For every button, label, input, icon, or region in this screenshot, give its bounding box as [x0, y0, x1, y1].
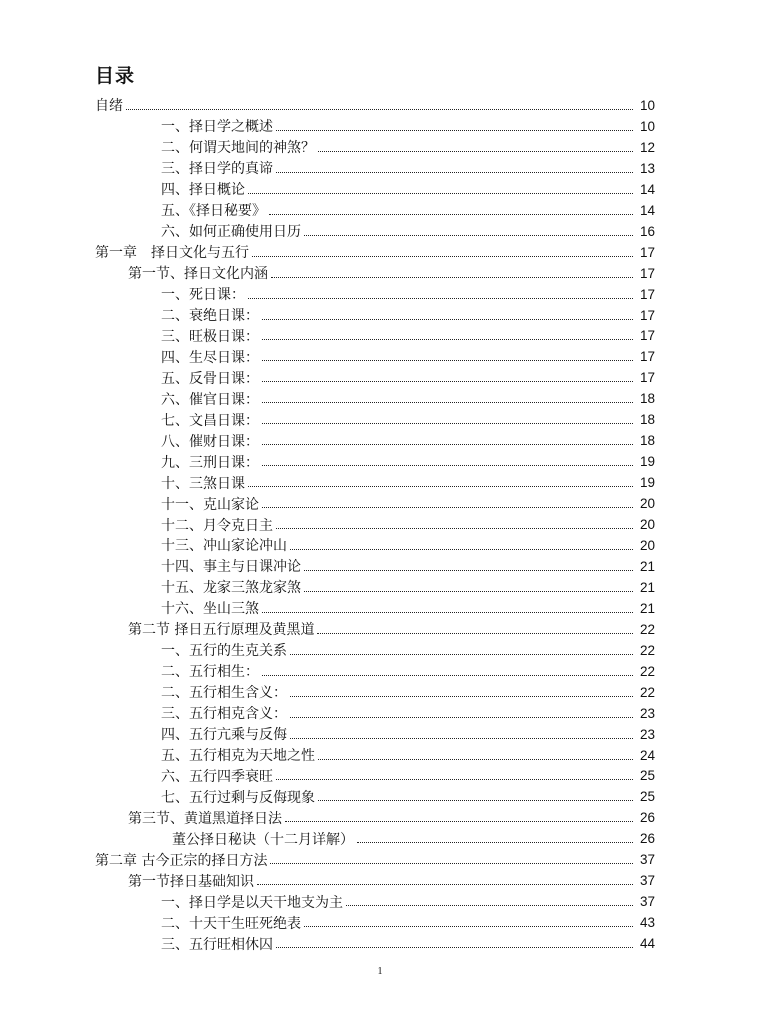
toc-entry-label: 四、择日概论: [161, 182, 245, 199]
toc-dot-leader: [126, 109, 633, 110]
toc-entry-label: 董公择日秘诀（十二月详解）: [172, 831, 354, 848]
toc-dot-leader: [248, 193, 633, 194]
toc-entry-label: 第二章 古今正宗的择日方法: [95, 852, 268, 869]
page-title: 目录: [95, 65, 136, 87]
toc-entry-page: 19: [639, 475, 655, 491]
toc-entry-label: 第一章 择日文化与五行: [95, 245, 249, 262]
toc-entry-page: 18: [639, 391, 655, 407]
toc-entry-page: 22: [639, 684, 655, 700]
toc-dot-leader: [262, 402, 633, 403]
toc-entry-page: 17: [639, 286, 655, 302]
toc-entry[interactable]: [0, 472, 762, 493]
toc-entry-label: 第一节择日基础知识: [128, 873, 254, 890]
toc-entry-page: 23: [639, 726, 655, 742]
table-of-contents: [0, 95, 762, 954]
toc-entry-label: 八、催财日课：: [161, 433, 259, 450]
toc-dot-leader: [262, 675, 633, 676]
toc-entry-label: 二、衰绝日课：: [161, 308, 259, 324]
toc-entry[interactable]: [0, 745, 762, 766]
toc-dot-leader: [262, 612, 633, 613]
toc-entry-page: 16: [639, 223, 655, 239]
toc-entry[interactable]: [0, 912, 762, 933]
toc-entry-label: 十六、坐山三煞: [161, 601, 259, 618]
toc-entry-label: 十一、克山家论: [161, 496, 259, 513]
toc-entry-label: 五、五行相克为天地之性: [161, 748, 315, 765]
toc-entry-label: 第一节、择日文化内涵: [128, 266, 268, 283]
toc-entry[interactable]: [0, 346, 762, 367]
toc-dot-leader: [304, 591, 633, 592]
toc-entry-page: 25: [639, 768, 655, 784]
toc-entry-page: 44: [639, 936, 655, 952]
toc-entry[interactable]: [0, 933, 762, 954]
toc-entry[interactable]: [0, 158, 762, 179]
toc-entry-label: 十五、龙家三煞龙家煞: [161, 580, 301, 597]
toc-entry-label: 五、反骨日课：: [161, 370, 259, 387]
toc-dot-leader: [346, 905, 633, 906]
toc-entry-label: 六、五行四季衰旺: [161, 768, 273, 785]
toc-dot-leader: [262, 444, 633, 445]
toc-entry-label: 十、三煞日课: [161, 475, 245, 492]
toc-entry-label: 三、旺极日课：: [161, 328, 259, 345]
toc-entry-page: 20: [639, 517, 655, 533]
toc-entry-page: 10: [639, 118, 655, 134]
toc-dot-leader: [269, 214, 633, 215]
toc-dot-leader: [262, 381, 633, 382]
toc-entry-page: 20: [639, 537, 655, 553]
toc-entry[interactable]: [0, 828, 762, 849]
toc-entry-page: 21: [639, 600, 655, 616]
toc-entry[interactable]: [0, 284, 762, 305]
toc-dot-leader: [276, 779, 633, 780]
toc-dot-leader: [318, 151, 633, 152]
toc-dot-leader: [262, 339, 633, 340]
toc-entry[interactable]: [0, 535, 762, 556]
toc-entry-page: 14: [639, 202, 655, 218]
toc-entry-label: 自绪: [95, 98, 123, 115]
toc-dot-leader: [304, 570, 633, 571]
toc-dot-leader: [276, 947, 633, 948]
toc-entry[interactable]: [0, 242, 762, 263]
toc-entry-page: 19: [639, 454, 655, 470]
toc-entry[interactable]: [0, 640, 762, 661]
toc-dot-leader: [262, 360, 633, 361]
toc-dot-leader: [276, 172, 633, 173]
toc-dot-leader: [257, 884, 633, 885]
toc-entry-page: 21: [639, 579, 655, 595]
toc-entry-page: 18: [639, 433, 655, 449]
toc-dot-leader: [262, 423, 633, 424]
toc-entry[interactable]: [0, 807, 762, 828]
toc-dot-leader: [262, 319, 633, 320]
toc-entry-page: 14: [639, 181, 655, 197]
toc-entry-label: 六、催官日课：: [161, 391, 259, 408]
toc-entry[interactable]: [0, 137, 762, 158]
toc-entry[interactable]: [0, 849, 762, 870]
toc-entry-page: 18: [639, 412, 655, 428]
toc-entry-label: 一、死日课：: [161, 287, 245, 304]
toc-entry-page: 17: [639, 370, 655, 386]
toc-entry[interactable]: [0, 766, 762, 787]
toc-entry[interactable]: [0, 430, 762, 451]
toc-entry-page: 22: [639, 642, 655, 658]
toc-entry[interactable]: [0, 305, 762, 326]
toc-entry-label: 一、择日学是以天干地支为主: [161, 894, 343, 911]
toc-entry-label: 十四、事主与日课冲论: [161, 559, 301, 576]
toc-entry-page: 22: [639, 663, 655, 679]
toc-entry-label: 第二节 择日五行原理及黄黑道: [128, 622, 315, 639]
toc-entry-page: 21: [639, 558, 655, 574]
toc-entry-label: 二、何谓天地间的神煞？: [161, 140, 315, 157]
toc-entry-page: 20: [639, 496, 655, 512]
toc-dot-leader: [304, 926, 633, 927]
toc-dot-leader: [248, 486, 633, 487]
toc-entry[interactable]: [0, 367, 762, 388]
toc-entry-label: 三、五行相克含义：: [161, 706, 287, 723]
toc-dot-leader: [290, 696, 633, 697]
toc-entry-label: 一、五行的生克关系: [161, 643, 287, 660]
toc-dot-leader: [318, 800, 633, 801]
toc-dot-leader: [290, 549, 633, 550]
toc-dot-leader: [290, 717, 633, 718]
toc-entry[interactable]: [0, 598, 762, 619]
toc-entry[interactable]: [0, 116, 762, 137]
toc-entry[interactable]: [0, 221, 762, 242]
toc-entry-label: 二、五行相生含义：: [161, 685, 287, 702]
toc-entry[interactable]: [0, 891, 762, 912]
toc-dot-leader: [276, 528, 633, 529]
toc-entry-page: 17: [639, 328, 655, 344]
toc-entry[interactable]: [0, 179, 762, 200]
toc-dot-leader: [317, 633, 633, 634]
toc-dot-leader: [290, 738, 633, 739]
toc-entry-page: 22: [639, 621, 655, 637]
toc-dot-leader: [262, 507, 633, 508]
toc-entry-page: 17: [639, 265, 655, 281]
toc-entry-label: 四、五行亢乘与反侮: [161, 727, 287, 744]
toc-entry-label: 九、三刑日课：: [161, 454, 259, 471]
toc-entry[interactable]: [0, 682, 762, 703]
toc-entry-page: 24: [639, 747, 655, 763]
toc-entry-label: 第三节、黄道黑道择日法: [128, 810, 282, 827]
toc-entry-label: 五、《择日秘要》: [161, 203, 266, 220]
toc-entry[interactable]: [0, 325, 762, 346]
toc-entry-page: 26: [639, 831, 655, 847]
toc-entry-label: 二、五行相生：: [161, 664, 259, 681]
toc-dot-leader: [318, 759, 633, 760]
toc-entry[interactable]: [0, 724, 762, 745]
toc-entry[interactable]: [0, 514, 762, 535]
toc-entry-page: 26: [639, 810, 655, 826]
toc-entry-page: 37: [639, 873, 655, 889]
page-number: 1: [377, 966, 383, 977]
toc-entry[interactable]: [0, 95, 762, 116]
toc-entry[interactable]: [0, 200, 762, 221]
toc-dot-leader: [290, 654, 633, 655]
toc-entry[interactable]: [0, 786, 762, 807]
toc-entry[interactable]: [0, 493, 762, 514]
toc-entry-page: 23: [639, 705, 655, 721]
toc-entry-label: 一、择日学之概述: [161, 119, 273, 136]
toc-entry[interactable]: [0, 870, 762, 891]
toc-entry[interactable]: [0, 619, 762, 640]
toc-entry-label: 六、如何正确使用日历: [161, 224, 301, 241]
toc-entry-label: 七、文昌日课：: [161, 412, 259, 429]
toc-entry-page: 37: [639, 852, 655, 868]
toc-entry[interactable]: [0, 451, 762, 472]
toc-entry[interactable]: [0, 577, 762, 598]
toc-entry-label: 三、五行旺相休囚: [161, 936, 273, 953]
toc-entry[interactable]: [0, 703, 762, 724]
toc-entry-page: 37: [639, 894, 655, 910]
toc-dot-leader: [357, 842, 633, 843]
toc-entry-label: 十二、月令克日主: [161, 517, 273, 534]
toc-dot-leader: [270, 863, 633, 864]
toc-dot-leader: [285, 821, 633, 822]
toc-entry[interactable]: [0, 263, 762, 284]
toc-entry[interactable]: [0, 388, 762, 409]
toc-dot-leader: [276, 130, 633, 131]
toc-entry[interactable]: [0, 661, 762, 682]
toc-dot-leader: [252, 256, 633, 257]
toc-entry-page: 25: [639, 789, 655, 805]
toc-entry-page: 13: [639, 160, 655, 176]
toc-entry-label: 十三、冲山家论冲山: [161, 538, 287, 555]
toc-entry-page: 17: [639, 307, 655, 323]
toc-entry-page: 17: [639, 349, 655, 365]
toc-dot-leader: [248, 298, 633, 299]
toc-entry[interactable]: [0, 409, 762, 430]
toc-dot-leader: [304, 235, 633, 236]
toc-entry-label: 三、择日学的真谛: [161, 161, 273, 178]
toc-entry-page: 43: [639, 915, 655, 931]
toc-entry-page: 12: [639, 139, 655, 155]
toc-entry-label: 二、十天干生旺死绝表: [161, 915, 301, 932]
toc-dot-leader: [271, 277, 633, 278]
toc-entry-page: 10: [639, 97, 655, 113]
toc-entry-label: 四、生尽日课：: [161, 349, 259, 366]
toc-entry-page: 17: [639, 244, 655, 260]
toc-entry-label: 七、五行过剩与反侮现象: [161, 789, 315, 806]
toc-dot-leader: [262, 465, 633, 466]
toc-entry[interactable]: [0, 556, 762, 577]
